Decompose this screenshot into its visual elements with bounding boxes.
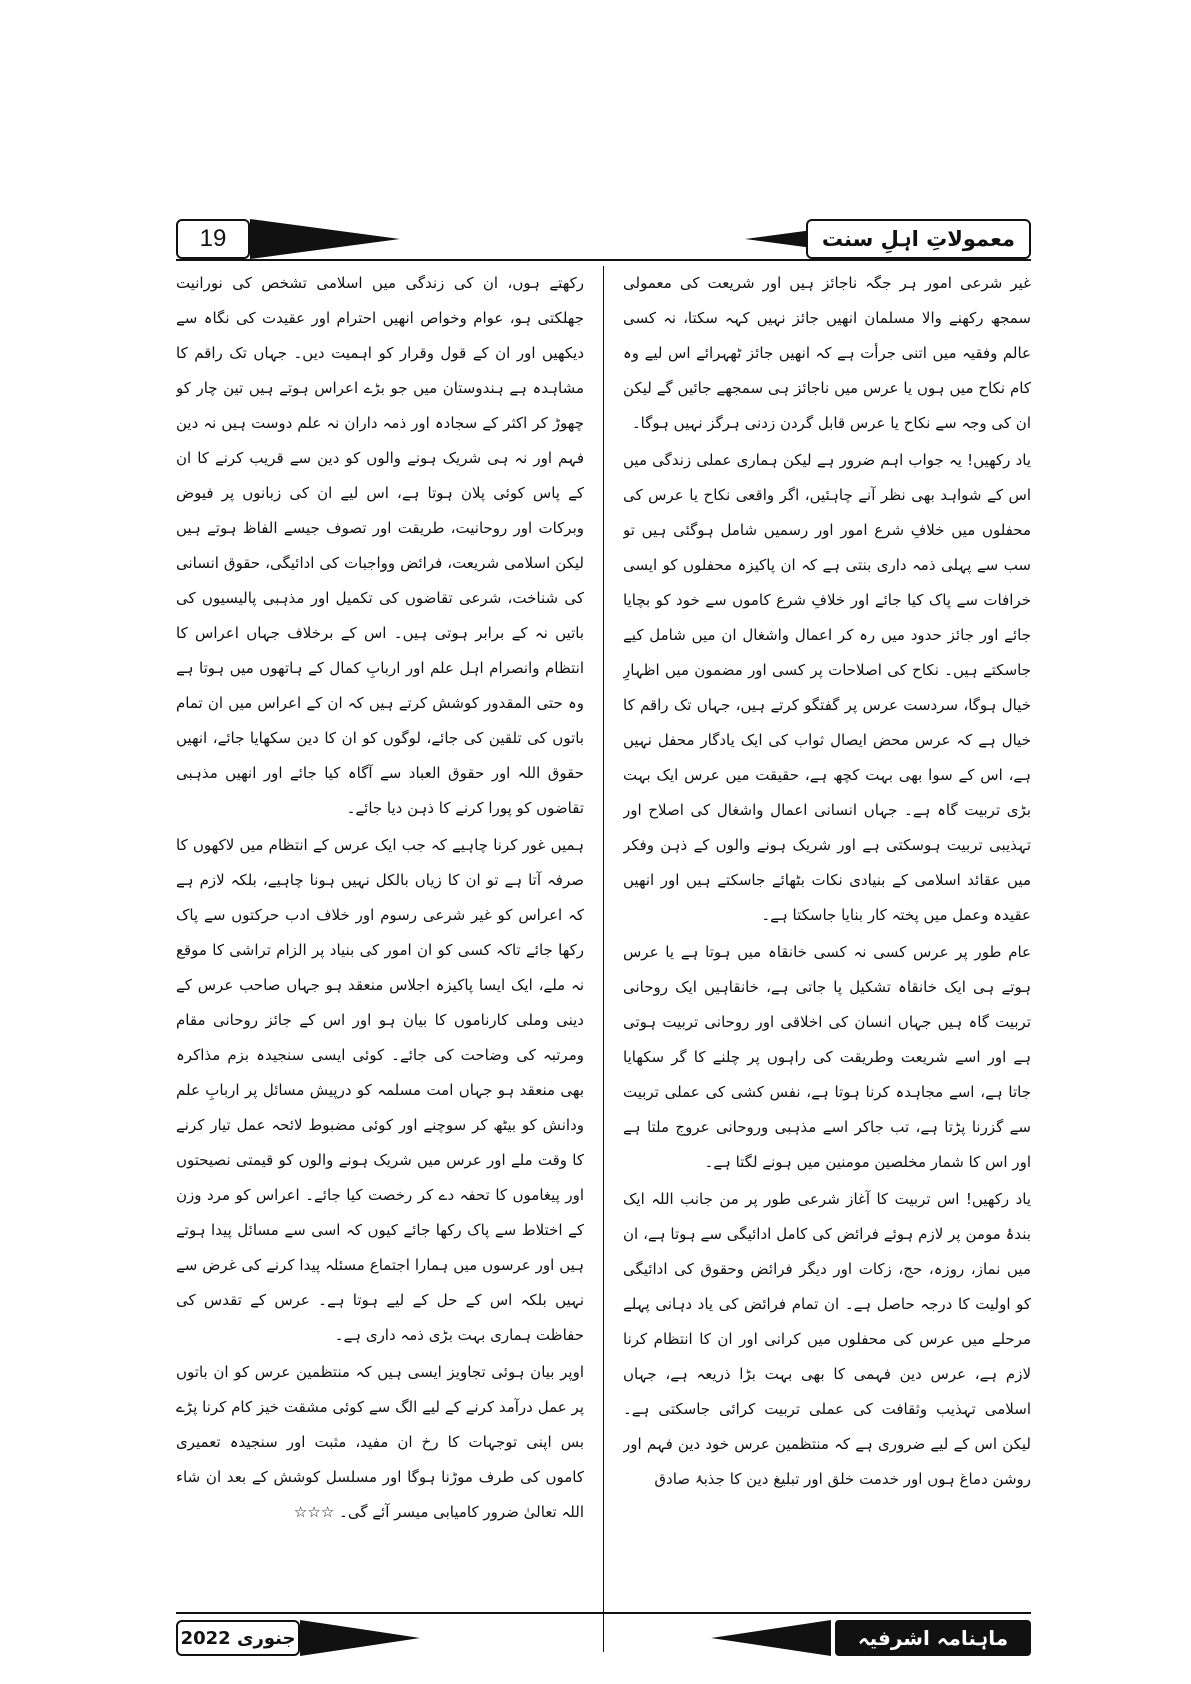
magazine-name: ماہنامہ اشرفیہ (835, 1620, 1031, 1656)
section-title: معمولاتِ اہلِ سنت (806, 219, 1031, 259)
paragraph: یاد رکھیں! یہ جواب اہم ضرور ہے لیکن ہماری عملی زندگی میں اس کے شواہد بھی نظر آنے چاہئیں، اگر واقعی نکاح یا عرس کی محفلوں میں خلافِ شرع امور اور رسمیں شامل ہوگئی ہیں تو سب سے پہلی ذمہ داری بنتی ہے کہ ان پاکیزہ محفلوں کو ایسی خرافات سے پاک کیا جائے اور خلافِ شرع کاموں سے خود کو بچایا جائے اور جائز حدود میں رہ کر اعمال واشغال ان میں شامل کیے جاسکتے ہیں۔ نکاح کی اصلاحات پر کسی اور مضمون میں اظہارِ خیال ہوگا، سردست عرس پر گفتگو کرتے ہیں، جہاں تک راقم کا خیال ہے کہ عرس محض ایصال ثواب کی ایک یادگار محفل نہیں ہے، اس کے سوا بھی بہت کچھ ہے، حقیقت میں عرس ایک بہت بڑی تربیت گاہ ہے۔ جہاں انسانی اعمال واشغال کی اصلاح اور تہذیبی تربیت ہوسکتی ہے اور شریک ہونے والوں کے ذہن وفکر میں عقائد اسلامی کے بنیادی نکات بٹھائے جاسکتے ہیں اور انھیں عقیدہ وعمل میں پختہ کار بنایا جاسکتا ہے۔ (623, 451, 1031, 924)
footer-wedge-left-ornament (300, 1620, 420, 1656)
article-body (176, 266, 1031, 1652)
header-wedge-left-ornament (250, 219, 400, 259)
column-right (623, 266, 1031, 1652)
paragraph: ہمیں غور کرنا چاہیے کہ جب ایک عرس کے انتظام میں لاکھوں کا صرفہ آتا ہے تو ان کا زیاں بالکل نہیں ہونا چاہیے، بلکہ لازم ہے کہ اعراس کو غیر شرعی رسوم اور خلاف ادب حرکتوں سے پاک رکھا جائے تاکہ کسی کو ان امور کی بنیاد پر الزام تراشی کا موقع نہ ملے، ایک ایسا پاکیزہ اجلاس منعقد ہو جہاں صاحب عرس کے دینی وملی کارناموں کا بیان ہو اور اس کے جائز روحانی مقام ومرتبہ کی وضاحت کی جائے۔ کوئی ایسی سنجیدہ بزم مذاکرہ بھی منعقد ہو جہاں امت مسلمہ کو درپیش مسائل پر اربابِ علم ودانش کو بیٹھ کر سوچنے اور کوئی مضبوط لائحہ عمل تیار کرنے کا وقت ملے اور عرس میں شریک ہونے والوں کو قیمتی نصیحتوں اور پیغاموں کا تحفہ دے کر رخصت کیا جائے۔ اعراس کو مرد وزن کے اختلاط سے پاک رکھا جائے کیوں کہ اسی سے مسائل پیدا ہوتے ہیں اور عرسوں میں ہمارا اجتماع مسئلہ پیدا کرنے کی غرض سے نہیں بلکہ اس کے حل کے لیے ہوتا ہے۔ عرس کے تقدس کی حفاظت ہماری بہت بڑی ذمہ داری ہے۔ (176, 836, 584, 1344)
column-left (176, 266, 584, 1652)
footer-date: جنوری 2022 (176, 1620, 300, 1656)
footer-rule (176, 1612, 1031, 1614)
page-header (176, 213, 1031, 261)
paragraph: عام طور پر عرس کسی نہ کسی خانقاہ میں ہوتا ہے یا عرس ہوتے ہی ایک خانقاہ تشکیل پا جاتی ہے، خانقاہیں ایک روحانی تربیت گاہ ہیں جہاں انسان کی اخلاقی اور روحانی تربیت ہوتی ہے اور اسے شریعت وطریقت کی راہوں پر چلنے کا گر سکھایا جاتا ہے، اسے مجاہدہ کرنا ہوتا ہے، نفس کشی کی عملی تربیت سے گزرنا پڑتا ہے، تب جاکر اسے مذہبی وروحانی عروج ملتا ہے اور اس کا شمار مخلصین مومنین میں ہونے لگتا ہے۔ (623, 943, 1031, 1171)
paragraph: رکھتے ہوں، ان کی زندگی میں اسلامی تشخص کی نورانیت جھلکتی ہو، عوام وخواص انھیں احترام اور عقیدت کی نگاہ سے دیکھیں اور ان کے قول وقرار کو اہمیت دیں۔ جہاں تک راقم کا مشاہدہ ہے ہندوستان میں جو بڑے اعراس ہوتے ہیں تین چار کو چھوڑ کر اکثر کے سجادہ اور ذمہ داران نہ علم دوست ہیں نہ دین فہم اور نہ ہی شریک ہونے والوں کو دین سے قریب کرنے کا ان کے پاس کوئی پلان ہوتا ہے، اس لیے ان کی زبانوں پر فیوض وبرکات اور روحانیت، طریقت اور تصوف جیسے الفاظ ہوتے ہیں لیکن اسلامی شریعت، فرائض وواجبات کی ادائیگی، حقوق انسانی کی شناخت، شرعی تقاضوں کی تکمیل اور مذہبی پالیسیوں کی باتیں نہ کے برابر ہوتی ہیں۔ اس کے برخلاف جہاں اعراس کا انتظام وانصرام اہل علم اور اربابِ کمال کے ہاتھوں میں ہوتا ہے وہ حتی المقدور کوشش کرتے ہیں کہ ان کے اعراس میں ان تمام باتوں کی تلقین کی جائے، لوگوں کو ان کا دین سکھایا جائے، انھیں حقوق اللہ اور حقوق العباد سے آگاہ کیا جائے اور انھیں مذہبی تقاضوں کو پورا کرنے کا ذہن دیا جائے۔ (176, 274, 584, 817)
page-footer (176, 1612, 1031, 1656)
paragraph: اوپر بیان ہوئی تجاویز ایسی ہیں کہ منتظمین عرس کو ان باتوں پر عمل درآمد کرنے کے لیے الگ سے کوئی مشقت خیز کام کرنا پڑے بس اپنی توجہات کا رخ ان مفید، مثبت اور سنجیدہ تعمیری کاموں کی طرف موڑنا ہوگا اور مسلسل کوشش کے بعد ان شاء اللہ تعالیٰ ضرور کامیابی میسر آئے گی۔ ☆☆☆ (176, 1363, 584, 1521)
paragraph: غیر شرعی امور ہر جگہ ناجائز ہیں اور شریعت کی معمولی سمجھ رکھنے والا مسلمان انھیں جائز نہیں کہہ سکتا، نہ کسی عالم وفقیہ میں اتنی جرأت ہے کہ انھیں جائز ٹھہرائے اس لیے وہ کام نکاح میں ہوں یا عرس میں ناجائز ہی سمجھے جائیں گے لیکن ان کی وجہ سے نکاح یا عرس قابل گردن زدنی ہرگز نہیں ہوگا۔ (623, 274, 1031, 432)
column-divider (603, 266, 604, 1652)
header-rule (176, 259, 1031, 261)
paragraph: یاد رکھیں! اس تربیت کا آغاز شرعی طور پر من جانب اللہ ایک بندۂ مومن پر لازم ہوئے فرائض کی کامل ادائیگی سے ہوتا ہے، ان میں نماز، روزہ، حج، زکات اور دیگر فرائض وحقوق کی ادائیگی کو اولیت کا درجہ حاصل ہے۔ ان تمام فرائض کی یاد دہانی پہلے مرحلے میں عرس کی محفلوں میں کرانی اور ان کا انتظام کرنا لازم ہے، عرس دین فہمی کا بھی بہت بڑا ذریعہ ہے، جہاں اسلامی تہذیب وثقافت کی عملی تربیت کرائی جاسکتی ہے۔ لیکن اس کے لیے ضروری ہے کہ منتظمین عرس خود دین فہم اور روشن دماغ ہوں اور خدمت خلق اور تبلیغ دین کا جذبۂ صادق (623, 1190, 1031, 1488)
footer-wedge-right-ornament (711, 1620, 831, 1656)
page-number: 19 (176, 219, 250, 259)
